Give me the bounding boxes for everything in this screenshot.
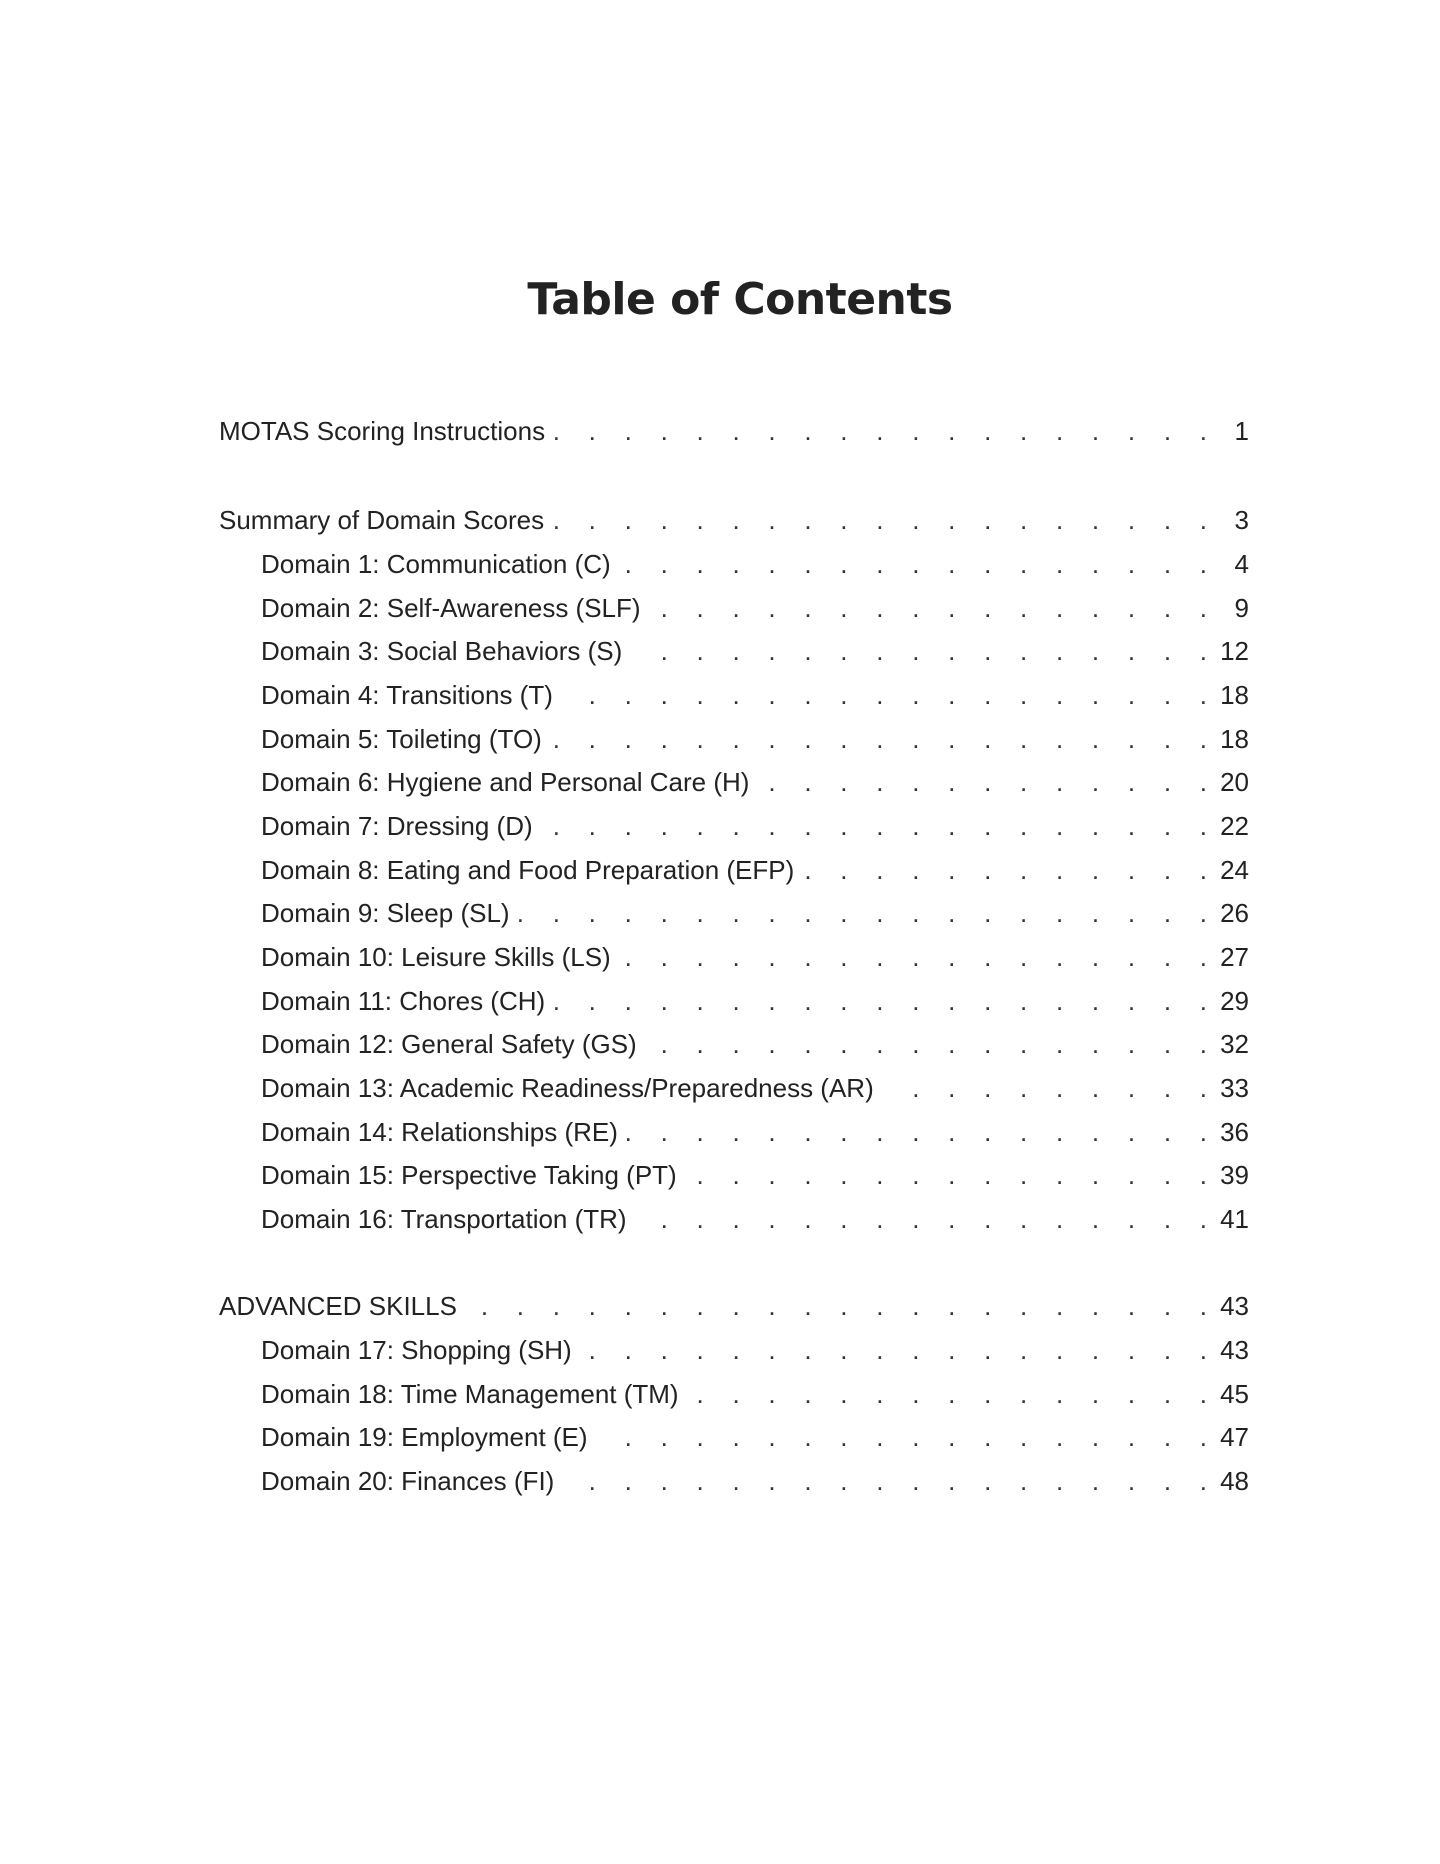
toc-entry-page: 32 bbox=[1220, 1029, 1249, 1059]
dot-leader bbox=[635, 1201, 1207, 1237]
toc-entry-page: 36 bbox=[1220, 1117, 1249, 1147]
toc-entry[interactable] bbox=[261, 721, 1249, 757]
toc-entry-label: Domain 15: Perspective Taking (PT) bbox=[261, 1160, 677, 1190]
toc-entry-label: Domain 5: Toileting (TO) bbox=[261, 724, 542, 754]
toc-entry[interactable] bbox=[261, 895, 1249, 931]
toc-entry-page: 39 bbox=[1220, 1160, 1249, 1190]
dot-leader bbox=[757, 764, 1207, 800]
dot-leader bbox=[553, 413, 1207, 449]
toc-entry-page: 43 bbox=[1220, 1291, 1249, 1321]
dot-leader bbox=[580, 1332, 1207, 1368]
toc-entry-label: Domain 18: Time Management (TM) bbox=[261, 1379, 679, 1409]
toc-entry-page: 4 bbox=[1234, 549, 1249, 579]
toc-entry-label: Domain 3: Social Behaviors (S) bbox=[261, 636, 623, 666]
dot-leader bbox=[596, 1419, 1207, 1455]
toc-entry[interactable] bbox=[219, 413, 1249, 449]
toc-entry-page: 1 bbox=[1234, 416, 1249, 446]
toc-entry-label: Domain 1: Communication (C) bbox=[261, 549, 611, 579]
toc-entry[interactable] bbox=[219, 502, 1249, 538]
dot-leader bbox=[687, 1376, 1207, 1412]
toc-entry[interactable] bbox=[219, 1288, 1249, 1324]
toc-entry-page: 29 bbox=[1220, 986, 1249, 1016]
toc-entry[interactable] bbox=[261, 1157, 1249, 1193]
toc-entry-label: Summary of Domain Scores bbox=[219, 505, 545, 535]
toc-entry[interactable] bbox=[261, 1376, 1249, 1412]
dot-leader bbox=[619, 939, 1207, 975]
dot-leader bbox=[465, 1288, 1207, 1324]
toc-entry-page: 33 bbox=[1220, 1073, 1249, 1103]
page-title: Table of Contents bbox=[527, 274, 953, 325]
toc-entry[interactable] bbox=[261, 983, 1249, 1019]
toc-entry-page: 24 bbox=[1220, 855, 1249, 885]
toc-entry-label: Domain 20: Finances (FI) bbox=[261, 1466, 555, 1496]
dot-leader bbox=[685, 1157, 1207, 1193]
toc-entry-page: 18 bbox=[1220, 724, 1249, 754]
toc-entry-page: 3 bbox=[1234, 505, 1249, 535]
dot-leader bbox=[541, 808, 1207, 844]
toc-entry[interactable] bbox=[261, 1419, 1249, 1455]
dot-leader bbox=[802, 852, 1207, 888]
toc-entry-page: 20 bbox=[1220, 767, 1249, 797]
dot-leader bbox=[882, 1070, 1207, 1106]
toc-entry-label: Domain 4: Transitions (T) bbox=[261, 680, 553, 710]
toc-entry-label: Domain 10: Leisure Skills (LS) bbox=[261, 942, 611, 972]
toc-entry-label: Domain 11: Chores (CH) bbox=[261, 986, 546, 1016]
toc-entry-page: 43 bbox=[1220, 1335, 1249, 1365]
toc-entry-label: Domain 7: Dressing (D) bbox=[261, 811, 533, 841]
toc-entry-page: 48 bbox=[1220, 1466, 1249, 1496]
dot-leader bbox=[553, 983, 1207, 1019]
toc-entry[interactable] bbox=[261, 1070, 1249, 1106]
toc-entry-page: 45 bbox=[1220, 1379, 1249, 1409]
dot-leader bbox=[550, 721, 1207, 757]
toc-entry-label: Domain 19: Employment (E) bbox=[261, 1422, 588, 1452]
dot-leader bbox=[649, 590, 1207, 626]
toc-entry-page: 26 bbox=[1220, 898, 1249, 928]
toc-entry-page: 12 bbox=[1220, 636, 1249, 666]
toc-entry-page: 18 bbox=[1220, 680, 1249, 710]
toc-entry-page: 27 bbox=[1220, 942, 1249, 972]
toc-entry[interactable] bbox=[261, 1114, 1249, 1150]
dot-leader bbox=[645, 1026, 1207, 1062]
toc-entry[interactable] bbox=[261, 1026, 1249, 1062]
toc-entry-page: 9 bbox=[1234, 593, 1249, 623]
dot-leader bbox=[626, 1114, 1207, 1150]
toc-entry[interactable] bbox=[261, 1201, 1249, 1237]
toc-entry[interactable] bbox=[261, 677, 1249, 713]
toc-entry-label: Domain 6: Hygiene and Personal Care (H) bbox=[261, 767, 750, 797]
dot-leader bbox=[562, 1463, 1207, 1499]
toc-entry-label: Domain 13: Academic Readiness/Preparedness (AR) bbox=[261, 1073, 874, 1103]
toc-entry[interactable] bbox=[261, 1463, 1249, 1499]
toc-entry-label: Domain 14: Relationships (RE) bbox=[261, 1117, 618, 1147]
toc-entry[interactable] bbox=[261, 852, 1249, 888]
toc-entry-label: Domain 12: General Safety (GS) bbox=[261, 1029, 637, 1059]
toc-entry-label: ADVANCED SKILLS bbox=[219, 1291, 457, 1321]
dot-leader bbox=[630, 633, 1207, 669]
toc-entry-page: 41 bbox=[1220, 1204, 1249, 1234]
toc-entry-label: Domain 8: Eating and Food Preparation (EFP) bbox=[261, 855, 795, 885]
toc-entry[interactable] bbox=[261, 939, 1249, 975]
dot-leader bbox=[518, 895, 1207, 931]
toc-entry[interactable] bbox=[261, 590, 1249, 626]
toc-entry-label: Domain 2: Self-Awareness (SLF) bbox=[261, 593, 641, 623]
toc-entry[interactable] bbox=[261, 1332, 1249, 1368]
dot-leader bbox=[552, 502, 1207, 538]
toc-entry-page: 47 bbox=[1220, 1422, 1249, 1452]
toc-entry[interactable] bbox=[261, 633, 1249, 669]
dot-leader bbox=[561, 677, 1207, 713]
toc-entry-page: 22 bbox=[1220, 811, 1249, 841]
toc-entry-label: Domain 9: Sleep (SL) bbox=[261, 898, 510, 928]
toc-entry[interactable] bbox=[261, 764, 1249, 800]
toc-entry-label: Domain 16: Transportation (TR) bbox=[261, 1204, 627, 1234]
toc-entry[interactable] bbox=[261, 808, 1249, 844]
dot-leader bbox=[619, 546, 1207, 582]
toc-entry-label: Domain 17: Shopping (SH) bbox=[261, 1335, 572, 1365]
toc-entry[interactable] bbox=[261, 546, 1249, 582]
toc-entry-label: MOTAS Scoring Instructions bbox=[219, 416, 546, 446]
